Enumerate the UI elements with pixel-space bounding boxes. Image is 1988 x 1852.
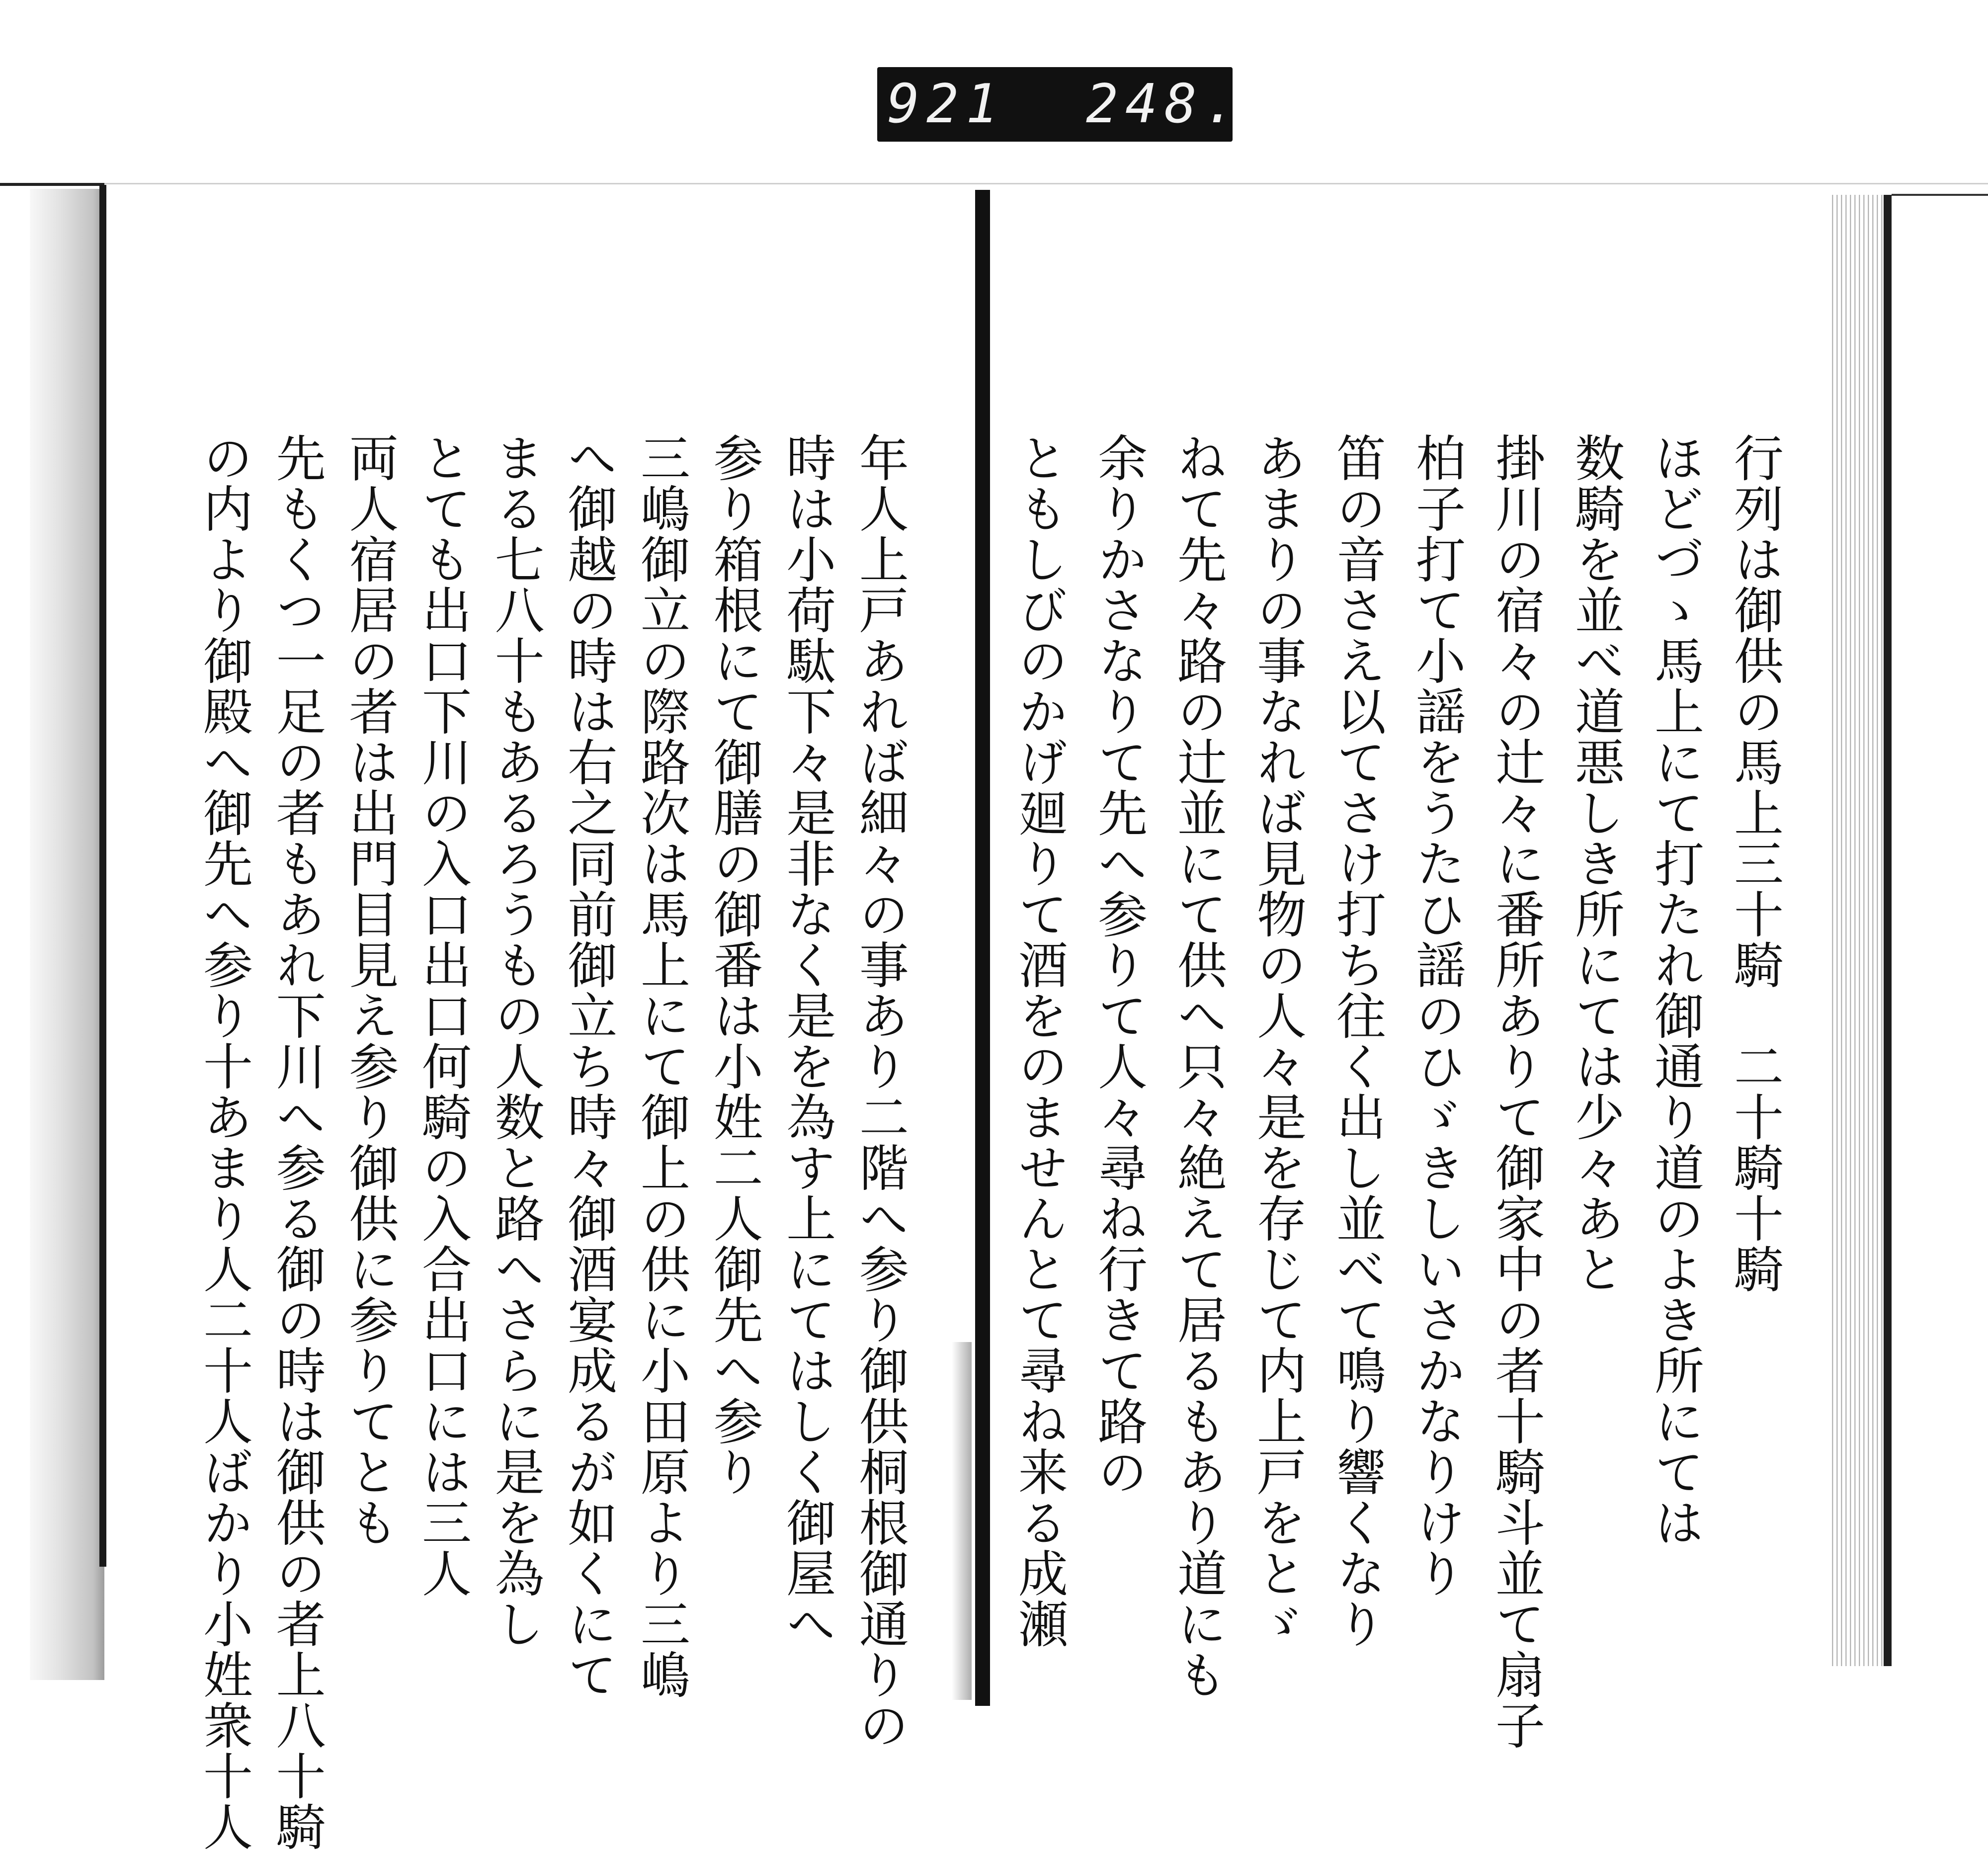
text-column: 数騎を並べ道悪しき所にては少々あと: [1567, 432, 1625, 1294]
right-page-text: [1010, 432, 1784, 1751]
text-column: 行列は御供の馬上三十騎 二十騎十騎: [1726, 432, 1784, 1294]
text-column: あまりの事なれば見物の人々是を存じて内上戸をとゞ: [1248, 432, 1307, 1649]
text-column: とても出口下川の入口出口何騎の入合出口には三人: [413, 432, 472, 1599]
text-column: ねて先々路の辻並にて供へ只々絶えて居るもあり道にも: [1169, 432, 1227, 1700]
text-column: 笛の音さえ以てさけ打ち往く出し並べて鳴り響くなり: [1328, 432, 1386, 1649]
text-column: 余りかさなりて先へ参りて人々尋ね行きて路の: [1089, 432, 1148, 1497]
right-edge-line: [1892, 194, 1988, 196]
text-column: 掛川の宿々の辻々に番所ありて御家中の者十騎斗並て扇子: [1487, 432, 1545, 1751]
text-column: ほどづゝ馬上にて打たれ御通り道のよき所にては: [1646, 432, 1704, 1548]
text-column: 三嶋御立の際路次は馬上にて御上の供に小田原より三嶋: [632, 432, 690, 1700]
archive-number-right: 248.: [1086, 73, 1243, 135]
book-top-edge: [0, 183, 1988, 190]
text-column: ともしびのかげ廻りて酒をのませんとて尋ね来る成瀬: [1010, 432, 1068, 1649]
text-column: 柏子打て小謡をうたひ謡のひゞきしいさかなりけり: [1408, 432, 1466, 1599]
text-column: の内より御殿へ御先へ参り十あまり人二十人ばかり小姓衆十人: [195, 432, 253, 1852]
archive-number-label: [877, 67, 1243, 142]
text-column: 時は小荷駄下々是非なく是を為す上にてはしく御屋へ: [778, 432, 836, 1649]
left-edge-line: [0, 183, 104, 186]
gutter-shade: [952, 1342, 972, 1700]
left-page-shadow: [30, 189, 104, 1680]
archive-number-left: 921: [887, 73, 1005, 135]
text-column: 先もくつ一足の者もあれ下川へ参る御の時は御供の者上八十騎: [267, 432, 326, 1852]
text-column: へ御越の時は右之同前御立ち時々御酒宴成るが如くにて: [559, 432, 618, 1700]
text-column: まる七八十もあるろうもの人数と路へさらに是を為し: [486, 432, 545, 1649]
text-column: 両人宿居の者は出門目見え参り御供に参りてとも: [340, 432, 399, 1548]
right-page-border: [1884, 195, 1892, 1666]
text-column: 年人上戸あれば細々の事あり二階へ参り御供桐根御通りの: [850, 432, 909, 1751]
left-page-border: [99, 185, 106, 1567]
text-column: 参り箱根にて御膳の御番は小姓二人御先へ参り: [705, 432, 763, 1497]
book-gutter: [975, 190, 990, 1706]
left-page-text: [195, 432, 909, 1852]
